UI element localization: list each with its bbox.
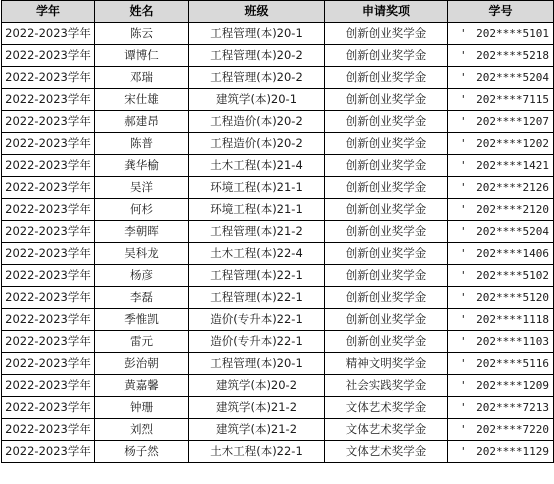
cell-award: 创新创业奖学金 — [325, 89, 448, 111]
cell-academic-year: 2022-2023学年 — [2, 155, 95, 177]
cell-class: 建筑学(本)21-2 — [189, 419, 325, 441]
student-id-value: 202****5101 — [476, 27, 549, 40]
table-row — [2, 155, 554, 177]
text-prefix-mark: ' — [460, 313, 467, 326]
table-row — [2, 111, 554, 133]
cell-academic-year: 2022-2023学年 — [2, 309, 95, 331]
cell-academic-year: 2022-2023学年 — [2, 243, 95, 265]
cell-academic-year: 2022-2023学年 — [2, 133, 95, 155]
text-prefix-mark: ' — [460, 291, 467, 304]
cell-academic-year: 2022-2023学年 — [2, 45, 95, 67]
cell-student-id — [448, 23, 554, 45]
cell-name: 杨彦 — [95, 265, 189, 287]
cell-name: 彭治朝 — [95, 353, 189, 375]
cell-student-id — [448, 45, 554, 67]
cell-academic-year: 2022-2023学年 — [2, 89, 95, 111]
text-prefix-mark: ' — [460, 137, 467, 150]
table-header — [2, 1, 554, 23]
cell-name: 何杉 — [95, 199, 189, 221]
student-id-value: 202****1207 — [476, 115, 549, 128]
cell-name: 郝建昂 — [95, 111, 189, 133]
cell-class: 工程管理(本)20-1 — [189, 23, 325, 45]
cell-class: 工程管理(本)20-1 — [189, 353, 325, 375]
cell-academic-year: 2022-2023学年 — [2, 353, 95, 375]
cell-award: 创新创业奖学金 — [325, 45, 448, 67]
cell-class: 工程造价(本)20-2 — [189, 111, 325, 133]
text-prefix-mark: ' — [460, 115, 467, 128]
cell-academic-year: 2022-2023学年 — [2, 287, 95, 309]
cell-class: 工程管理(本)20-2 — [189, 45, 325, 67]
text-prefix-mark: ' — [460, 27, 467, 40]
cell-student-id — [448, 133, 554, 155]
cell-academic-year: 2022-2023学年 — [2, 397, 95, 419]
text-prefix-mark: ' — [460, 335, 467, 348]
cell-student-id — [448, 375, 554, 397]
cell-academic-year: 2022-2023学年 — [2, 111, 95, 133]
cell-class: 工程管理(本)21-2 — [189, 221, 325, 243]
cell-academic-year: 2022-2023学年 — [2, 441, 95, 463]
cell-name: 杨子然 — [95, 441, 189, 463]
student-id-value: 202****2120 — [476, 203, 549, 216]
cell-student-id — [448, 111, 554, 133]
cell-class: 工程管理(本)20-2 — [189, 67, 325, 89]
cell-class: 工程造价(本)20-2 — [189, 133, 325, 155]
cell-academic-year: 2022-2023学年 — [2, 375, 95, 397]
cell-student-id — [448, 243, 554, 265]
cell-award: 创新创业奖学金 — [325, 133, 448, 155]
cell-award: 文体艺术奖学金 — [325, 441, 448, 463]
table-row — [2, 419, 554, 441]
student-id-value: 202****7220 — [476, 423, 549, 436]
student-id-value: 202****5204 — [476, 225, 549, 238]
cell-name: 李磊 — [95, 287, 189, 309]
cell-class: 土木工程(本)22-1 — [189, 441, 325, 463]
text-prefix-mark: ' — [460, 445, 467, 458]
student-id-value: 202****5102 — [476, 269, 549, 282]
text-prefix-mark: ' — [460, 401, 467, 414]
text-prefix-mark: ' — [460, 93, 467, 106]
cell-academic-year: 2022-2023学年 — [2, 419, 95, 441]
student-id-value: 202****5218 — [476, 49, 549, 62]
table-row — [2, 397, 554, 419]
cell-academic-year: 2022-2023学年 — [2, 177, 95, 199]
cell-name: 邓瑞 — [95, 67, 189, 89]
cell-student-id — [448, 89, 554, 111]
table-row — [2, 133, 554, 155]
student-id-value: 202****2126 — [476, 181, 549, 194]
cell-name: 刘烈 — [95, 419, 189, 441]
cell-academic-year: 2022-2023学年 — [2, 23, 95, 45]
cell-class: 建筑学(本)20-1 — [189, 89, 325, 111]
table-row — [2, 309, 554, 331]
student-id-value: 202****1118 — [476, 313, 549, 326]
scholarship-table — [1, 0, 554, 463]
cell-student-id — [448, 67, 554, 89]
header-name: 姓名 — [95, 1, 189, 23]
cell-award: 文体艺术奖学金 — [325, 419, 448, 441]
text-prefix-mark: ' — [460, 357, 467, 370]
text-prefix-mark: ' — [460, 49, 467, 62]
cell-name: 谭博仁 — [95, 45, 189, 67]
student-id-value: 202****1103 — [476, 335, 549, 348]
table-row — [2, 23, 554, 45]
cell-award: 创新创业奖学金 — [325, 309, 448, 331]
cell-class: 建筑学(本)20-2 — [189, 375, 325, 397]
cell-student-id — [448, 199, 554, 221]
cell-student-id — [448, 309, 554, 331]
cell-student-id — [448, 177, 554, 199]
cell-award: 创新创业奖学金 — [325, 23, 448, 45]
cell-student-id — [448, 397, 554, 419]
table-row — [2, 67, 554, 89]
table-body — [2, 23, 554, 463]
cell-award: 创新创业奖学金 — [325, 265, 448, 287]
cell-award: 创新创业奖学金 — [325, 221, 448, 243]
table-row — [2, 221, 554, 243]
cell-award: 文体艺术奖学金 — [325, 397, 448, 419]
student-id-value: 202****5116 — [476, 357, 549, 370]
student-id-value: 202****1129 — [476, 445, 549, 458]
cell-name: 吴洋 — [95, 177, 189, 199]
student-id-value: 202****7213 — [476, 401, 549, 414]
cell-name: 宋仕雄 — [95, 89, 189, 111]
cell-award: 创新创业奖学金 — [325, 287, 448, 309]
cell-academic-year: 2022-2023学年 — [2, 265, 95, 287]
header-academic-year: 学年 — [2, 1, 95, 23]
cell-student-id — [448, 353, 554, 375]
cell-class: 造价(专升本)22-1 — [189, 309, 325, 331]
text-prefix-mark: ' — [460, 225, 467, 238]
cell-name: 季惟凯 — [95, 309, 189, 331]
cell-class: 工程管理(本)22-1 — [189, 265, 325, 287]
header-class: 班级 — [189, 1, 325, 23]
text-prefix-mark: ' — [460, 379, 467, 392]
header-award: 申请奖项 — [325, 1, 448, 23]
text-prefix-mark: ' — [460, 71, 467, 84]
student-id-value: 202****1406 — [476, 247, 549, 260]
cell-class: 工程管理(本)22-1 — [189, 287, 325, 309]
cell-name: 雷元 — [95, 331, 189, 353]
cell-student-id — [448, 155, 554, 177]
table-row — [2, 199, 554, 221]
cell-academic-year: 2022-2023学年 — [2, 331, 95, 353]
student-id-value: 202****5120 — [476, 291, 549, 304]
cell-award: 社会实践奖学金 — [325, 375, 448, 397]
table-row — [2, 177, 554, 199]
cell-award: 精神文明奖学金 — [325, 353, 448, 375]
header-row — [2, 1, 554, 23]
cell-name: 李朝晖 — [95, 221, 189, 243]
cell-name: 吴科龙 — [95, 243, 189, 265]
cell-name: 龚华榆 — [95, 155, 189, 177]
student-id-value: 202****5204 — [476, 71, 549, 84]
cell-class: 环境工程(本)21-1 — [189, 177, 325, 199]
cell-name: 陈云 — [95, 23, 189, 45]
cell-award: 创新创业奖学金 — [325, 155, 448, 177]
cell-name: 钟珊 — [95, 397, 189, 419]
cell-student-id — [448, 265, 554, 287]
table-row — [2, 331, 554, 353]
cell-student-id — [448, 441, 554, 463]
text-prefix-mark: ' — [460, 159, 467, 172]
cell-class: 环境工程(本)21-1 — [189, 199, 325, 221]
table-row — [2, 375, 554, 397]
cell-award: 创新创业奖学金 — [325, 111, 448, 133]
cell-class: 建筑学(本)21-2 — [189, 397, 325, 419]
cell-award: 创新创业奖学金 — [325, 331, 448, 353]
table-row — [2, 243, 554, 265]
text-prefix-mark: ' — [460, 203, 467, 216]
student-id-value: 202****1421 — [476, 159, 549, 172]
text-prefix-mark: ' — [460, 181, 467, 194]
cell-student-id — [448, 287, 554, 309]
table-row — [2, 265, 554, 287]
student-id-value: 202****7115 — [476, 93, 549, 106]
cell-name: 陈普 — [95, 133, 189, 155]
student-id-value: 202****1202 — [476, 137, 549, 150]
text-prefix-mark: ' — [460, 247, 467, 260]
cell-student-id — [448, 419, 554, 441]
table-row — [2, 353, 554, 375]
cell-academic-year: 2022-2023学年 — [2, 199, 95, 221]
student-id-value: 202****1209 — [476, 379, 549, 392]
cell-class: 土木工程(本)22-4 — [189, 243, 325, 265]
cell-award: 创新创业奖学金 — [325, 67, 448, 89]
cell-name: 黄嘉馨 — [95, 375, 189, 397]
cell-student-id — [448, 221, 554, 243]
cell-student-id — [448, 331, 554, 353]
cell-award: 创新创业奖学金 — [325, 199, 448, 221]
cell-class: 造价(专升本)22-1 — [189, 331, 325, 353]
text-prefix-mark: ' — [460, 269, 467, 282]
cell-academic-year: 2022-2023学年 — [2, 67, 95, 89]
cell-academic-year: 2022-2023学年 — [2, 221, 95, 243]
cell-class: 土木工程(本)21-4 — [189, 155, 325, 177]
table-row — [2, 441, 554, 463]
header-student-id: 学号 — [448, 1, 554, 23]
text-prefix-mark: ' — [460, 423, 467, 436]
cell-award: 创新创业奖学金 — [325, 243, 448, 265]
cell-award: 创新创业奖学金 — [325, 177, 448, 199]
table-row — [2, 287, 554, 309]
table-row — [2, 89, 554, 111]
table-row — [2, 45, 554, 67]
